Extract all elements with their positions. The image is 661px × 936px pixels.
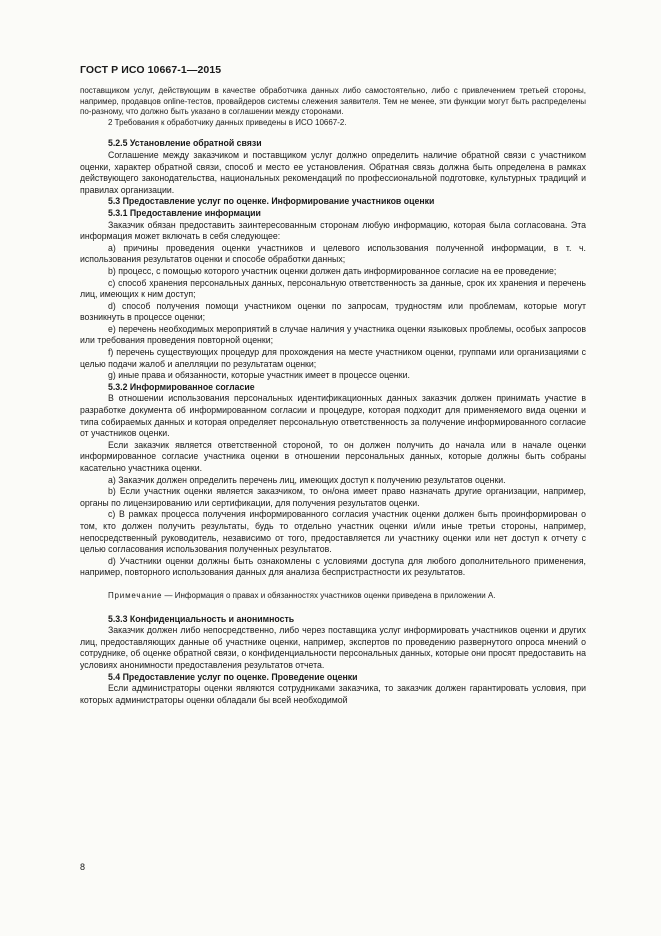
paragraph: Если заказчик является ответственной стороной, то он должен получить до начала или в начале оценки информированное согласие участника оценки в отношении персональных данных, которые должны быть собраны касательно участника оценки. xyxy=(80,439,586,473)
list-item: e) перечень необходимых мероприятий в случае наличия у участника оценки языковых проблемы, особых запросов или требования проведения повторной оценки; xyxy=(80,323,586,346)
paragraph: Соглашение между заказчиком и поставщиком услуг должно определить наличие обратной связи с участником оценки, характер обратной связи, способ и место ее установления. Обратная связь должна быть определена в рамках действующего законодательства, национальных рекомендаций по профессиональной подготовке, культурных традиций и правилах организации. xyxy=(80,149,586,195)
paragraph: Заказчик обязан предоставить заинтересованным сторонам любую информацию, которая была согласована. Эта информация может включать в себя следующее: xyxy=(80,219,586,242)
list-item: f) перечень существующих процедур для прохождения на месте участником оценки, группами или организациями с целью подачи жалоб и апелляции по результатам оценки; xyxy=(80,347,586,369)
document-body xyxy=(80,86,586,706)
list-item: g) иные права и обязанности, которые участник имеет в процессе оценки. xyxy=(108,370,410,381)
list-item: b) процесс, с помощью которого участник оценки должен дать информированное согласие на ее проведение; xyxy=(108,265,557,276)
list-item: а) Заказчик должен определить перечень лиц, имеющих доступ к получению результатов оценки. xyxy=(108,474,506,485)
paragraph: В отношении использования персональных идентификационных данных заказчик должен принимать участие в разработке документа об информированном согласии и процедуре, которая подходит для применяемого вида оценки и типа собираемых данных и которая определяет персональную ответственность за получение информированного согласие от участников оценки. xyxy=(80,393,586,439)
document-header: ГОСТ Р ИСО 10667-1—2015 xyxy=(80,64,222,76)
paragraph: Если администраторы оценки являются сотрудниками заказчика, то заказчик должен гарантировать условия, при которых администраторы оценки обладали бы всей необходимой xyxy=(80,683,586,705)
list-item: d) Участники оценки должны быть ознакомлены с условиями доступа для любого дополнительного применения, например, повторного использования данных для анализа беспристрастности их результатов. xyxy=(80,555,586,578)
list-item: а) причины проведения оценки участников и целевого использования полученной информации, в т. ч. использования результатов оценки и способе обработки данных; xyxy=(80,242,586,265)
section-heading-5-2-5: 5.2.5 Установление обратной связи xyxy=(108,138,262,149)
list-item: d) способ получения помощи участником оценки по запросам, трудностям или проблемам, которые могут возникнуть в процессе оценки; xyxy=(80,300,586,323)
note-text: — Информация о правах и обязанностях участников оценки приведена в приложении А. xyxy=(162,590,496,600)
section-heading-5-4: 5.4 Предоставление услуг по оценке. Проведение оценки xyxy=(108,671,358,682)
page-number: 8 xyxy=(80,862,86,872)
list-item: c) В рамках процесса получения информированного согласия участник оценки должен быть проинформирован о том, кто должен получить результаты, будь то отдельно участник оценки и/или иные третьи стороны, например, непосредственный руководитель, независимо от того, предоставляется ли участнику оценки или нет доступ к отчету с целью согласования использования полученных результатов. xyxy=(80,509,586,555)
list-item: b) Если участник оценки является заказчиком, то он/она имеет право назначать другие организации, например, органы по лицензированию или сертификации, для получения результатов оценки. xyxy=(80,486,586,508)
note-label: Примечание xyxy=(108,590,163,600)
section-heading-5-3-3: 5.3.3 Конфиденциальность и анонимность xyxy=(108,613,295,624)
note xyxy=(80,591,586,602)
continued-paragraph: поставщиком услуг, действующим в качестве обработчика данных либо самостоятельно, либо с привлечением третьей стороны, например, продавцов online-тестов, провайдеров системы слежения заявителя. Тем не менее, эти функции могут быть распределены по-разному, что должно быть указано в соглашении между сторонами. xyxy=(80,86,586,117)
paragraph: Заказчик должен либо непосредственно, либо через поставщика услуг информировать участников оценки и других лиц, предоставляющих данные об участнике оценки, например, экспертов по проведению развернутого опроса мнений о сотруднике, об оценке обратной связи, о конфиденциальности персональных данных, которые они просят предоставить на условиях анонимности предоставления результатов отчета. xyxy=(80,625,586,670)
section-heading-5-3: 5.3 Предоставление услуг по оценке. Информирование участников оценки xyxy=(108,196,435,207)
list-item: c) способ хранения персональных данных, персональную ответственность за данные, срок их хранения и перечень лиц, имеющих к ним доступ; xyxy=(80,277,586,300)
note-2: 2 Требования к обработчику данных приведены в ИСО 10667-2. xyxy=(108,117,347,127)
section-heading-5-3-1: 5.3.1 Предоставление информации xyxy=(108,207,261,218)
section-heading-5-3-2: 5.3.2 Информированное согласие xyxy=(108,381,255,392)
